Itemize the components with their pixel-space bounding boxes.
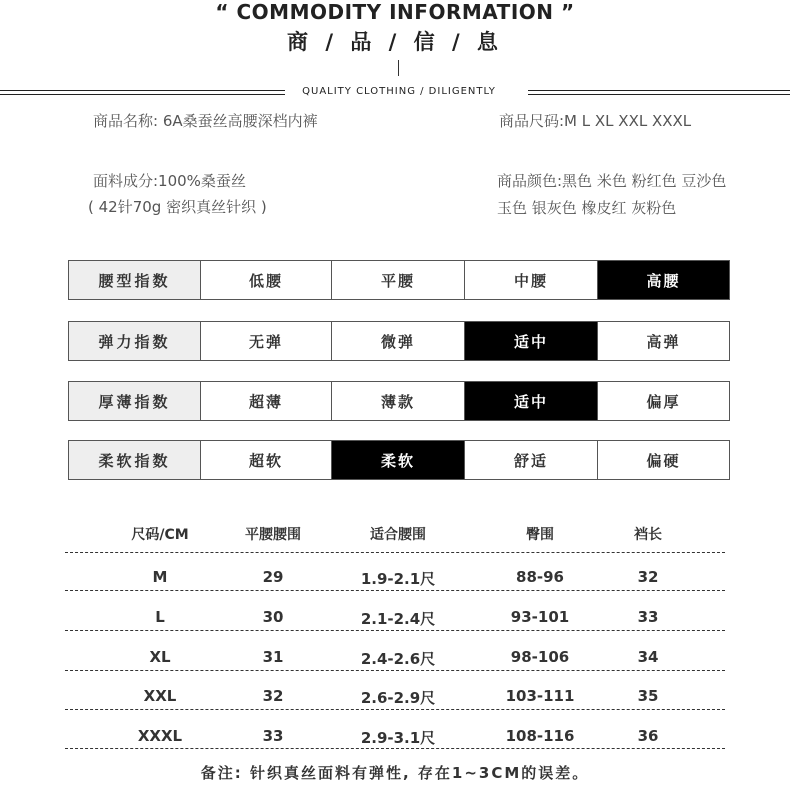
table-row — [60, 727, 730, 757]
table-cell: 2.9-3.1尺 — [360, 729, 436, 747]
rating-option: 偏硬 — [597, 441, 729, 479]
product-sizes: 商品尺码:M L XL XXL XXXL — [499, 112, 692, 130]
title-english: “ COMMODITY INFORMATION ” — [215, 0, 575, 24]
rating-option: 薄款 — [331, 382, 464, 420]
rating-option-selected: 适中 — [464, 382, 597, 420]
product-colors-line2: 玉色 银灰色 橡皮红 灰粉色 — [497, 199, 677, 217]
table-cell: M — [152, 568, 168, 586]
rating-option: 高弹 — [597, 322, 729, 360]
size-table-header — [60, 524, 730, 554]
row-divider — [65, 552, 725, 553]
table-cell: 108-116 — [505, 727, 575, 745]
table-cell: 33 — [262, 727, 284, 745]
rating-option: 中腰 — [464, 261, 597, 299]
product-fabric: 面料成分:100%桑蚕丝 — [93, 172, 246, 190]
rule-right-bottom — [528, 94, 790, 95]
table-cell: XXXL — [137, 727, 183, 745]
table-cell: 33 — [637, 608, 659, 626]
rating-option: 无弹 — [200, 322, 331, 360]
size-table-header-cell: 适合腰围 — [370, 527, 426, 543]
table-cell: L — [155, 608, 165, 626]
table-cell: 2.1-2.4尺 — [360, 610, 436, 628]
rating-bar — [68, 260, 730, 300]
rating-label: 弹力指数 — [69, 322, 200, 360]
rule-left-top — [0, 90, 285, 91]
rating-option-selected: 柔软 — [331, 441, 464, 479]
rating-option: 微弹 — [331, 322, 464, 360]
title-chinese: 商 / 品 / 信 / 息 — [287, 30, 503, 54]
rating-bar — [68, 440, 730, 480]
rating-option: 舒适 — [464, 441, 597, 479]
rating-option-selected: 适中 — [464, 322, 597, 360]
size-table-header-cell: 尺码/CM — [131, 527, 189, 543]
table-cell: 36 — [637, 727, 659, 745]
tagline: QUALITY CLOTHING / DILIGENTLY — [302, 86, 496, 97]
product-fabric-detail: ( 42针70g 密织真丝针织 ) — [88, 198, 267, 216]
rating-label: 柔软指数 — [69, 441, 200, 479]
rule-right-top — [528, 90, 790, 91]
table-cell: 35 — [637, 687, 659, 705]
rating-label: 腰型指数 — [69, 261, 200, 299]
rating-option-selected: 高腰 — [597, 261, 729, 299]
title-divider-bar — [398, 60, 399, 76]
rating-label: 厚薄指数 — [69, 382, 200, 420]
table-row — [60, 608, 730, 638]
table-cell: 29 — [262, 568, 284, 586]
rating-bar — [68, 381, 730, 421]
product-name: 商品名称: 6A桑蚕丝高腰深档内裤 — [93, 112, 318, 130]
table-cell: XL — [149, 648, 171, 666]
table-cell: 1.9-2.1尺 — [360, 570, 436, 588]
size-table-header-cell: 平腰腰围 — [245, 527, 301, 543]
table-cell: 31 — [262, 648, 284, 666]
size-table-header-cell: 臀围 — [526, 527, 554, 543]
product-colors-line1: 商品颜色:黑色 米色 粉红色 豆沙色 — [497, 172, 727, 190]
rating-option: 偏厚 — [597, 382, 729, 420]
table-cell: XXL — [143, 687, 177, 705]
table-cell: 98-106 — [510, 648, 570, 666]
note: 备注: 针织真丝面料有弹性, 存在1~3CM的误差。 — [200, 764, 590, 782]
rating-option: 平腰 — [331, 261, 464, 299]
size-table-header-cell: 裆长 — [634, 527, 662, 543]
table-cell: 2.6-2.9尺 — [360, 689, 436, 707]
rule-left-bottom — [0, 94, 285, 95]
table-cell: 88-96 — [516, 568, 564, 586]
table-cell: 2.4-2.6尺 — [360, 650, 436, 668]
table-cell: 30 — [262, 608, 284, 626]
rating-bar — [68, 321, 730, 361]
table-row — [60, 648, 730, 678]
rating-option: 超薄 — [200, 382, 331, 420]
table-cell: 32 — [637, 568, 659, 586]
table-cell: 34 — [637, 648, 659, 666]
table-cell: 32 — [262, 687, 284, 705]
table-cell: 93-101 — [510, 608, 570, 626]
table-row — [60, 568, 730, 598]
rating-option: 低腰 — [200, 261, 331, 299]
rating-option: 超软 — [200, 441, 331, 479]
table-cell: 103-111 — [505, 687, 575, 705]
table-row — [60, 687, 730, 717]
